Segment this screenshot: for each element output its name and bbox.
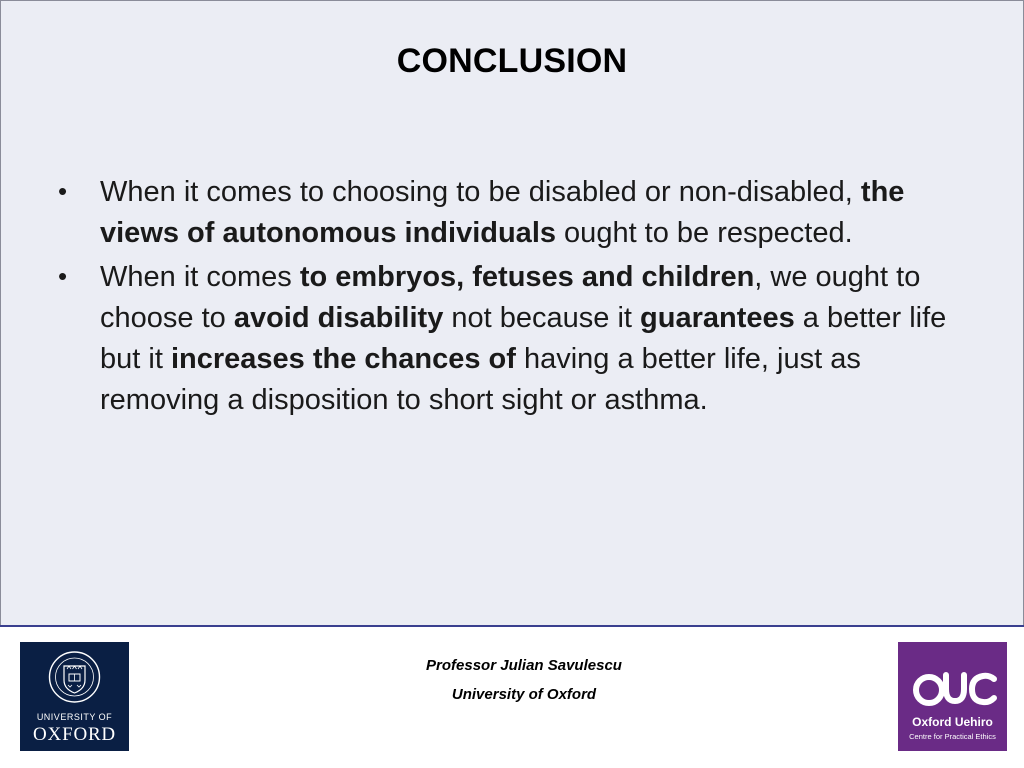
uehiro-logo-name: Oxford Uehiro: [912, 715, 993, 729]
bullet-emphasis: avoid disability: [233, 302, 444, 334]
bullet-text: ought to be respected.: [556, 217, 853, 249]
bullet-item-1: [58, 172, 963, 254]
presenter-name: Professor Julian Savulescu: [426, 657, 622, 674]
bullet-list: [58, 172, 963, 424]
university-of-oxford-logo: [20, 642, 129, 751]
ouc-monogram-icon: [898, 642, 1007, 712]
bullet-item-2: [58, 257, 963, 421]
bullet-text: , we ought to choose to: [100, 261, 921, 334]
footer-divider: [0, 625, 1024, 627]
bullet-text: When it comes: [100, 261, 300, 293]
oxford-logo-line2: OXFORD: [33, 724, 116, 745]
bullet-emphasis: to embryos, fetuses and children: [299, 261, 755, 293]
institution-name: University of Oxford: [451, 686, 597, 703]
bullet-text: When it comes to choosing to be disabled or non-disabled,: [100, 176, 861, 208]
slide-title: CONCLUSION: [396, 42, 628, 80]
oxford-logo-line1: UNIVERSITY OF: [36, 712, 113, 722]
bullet-dot-icon: •: [58, 176, 68, 206]
bullet-emphasis: the views of autonomous individuals: [100, 176, 905, 249]
bullet-text: having a better life, just as removing a disposition to short sight or asthma.: [100, 343, 861, 416]
oxford-crest-icon: [20, 642, 129, 712]
uehiro-logo-subtitle: Centre for Practical Ethics: [909, 732, 996, 741]
bullet-text: not because it: [443, 302, 641, 334]
bullet-emphasis: guarantees: [640, 302, 795, 334]
bullet-text: a better life but it: [100, 302, 947, 375]
oxford-uehiro-logo: [898, 642, 1007, 751]
bullet-dot-icon: •: [58, 261, 68, 291]
bullet-emphasis: increases the chances of: [170, 343, 516, 375]
